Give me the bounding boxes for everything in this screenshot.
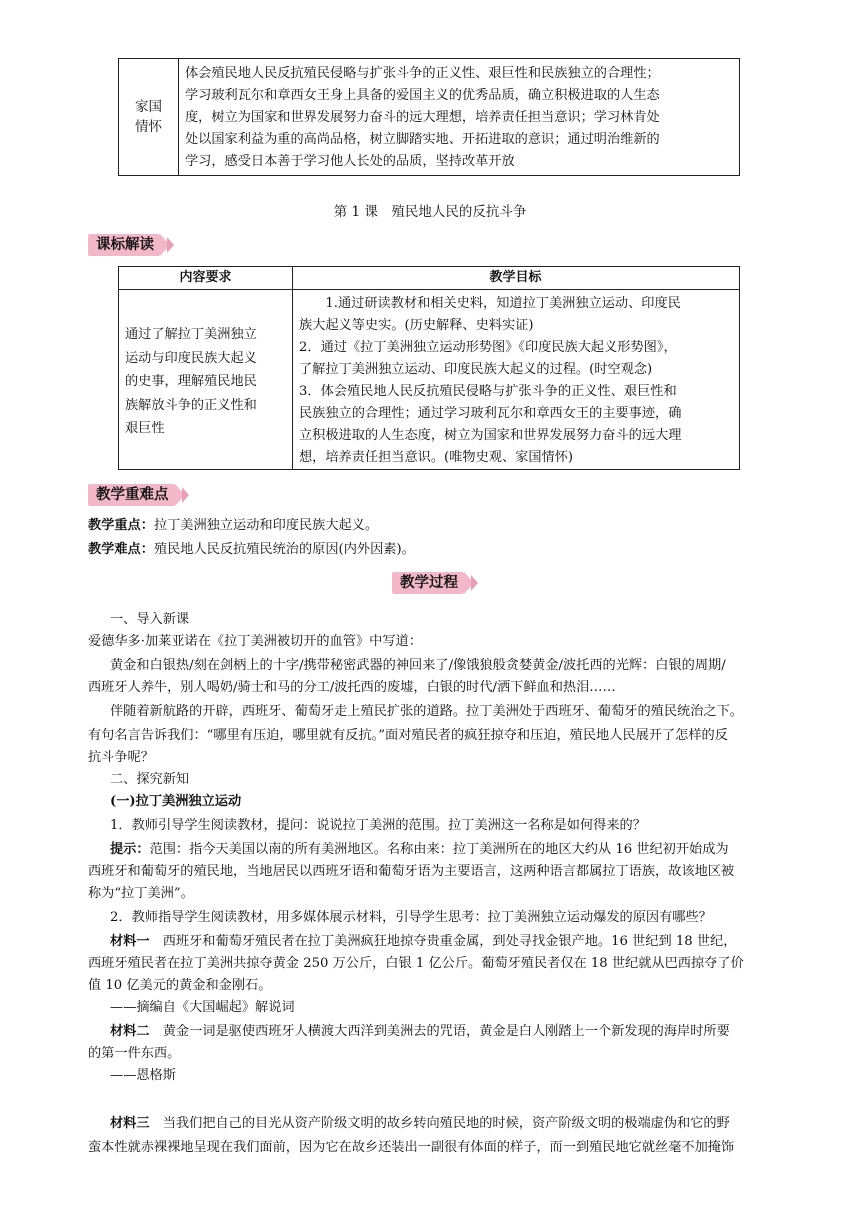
material-one-text: 西班牙和葡萄牙殖民者在拉丁美洲疯狂地掠夺贵重金属，到处寻找金银产地。16 世纪到 18 世纪，	[149, 934, 737, 949]
paragraph-line: 爱德华多·加莱亚诺在《拉丁美洲被切开的血管》中写道：	[88, 634, 422, 649]
goal-line: 民族独立的合理性；通过学习玻利瓦尔和章西女王的主要事迹，确	[299, 406, 682, 421]
section-heading: 一、导入新课	[110, 612, 190, 627]
teaching-focus	[88, 516, 378, 535]
requirement-line: 艰巨性	[125, 421, 165, 436]
requirement-line: 通过了解拉丁美洲独立	[125, 327, 257, 342]
literacy-content-line: 处以国家利益为重的高尚品格，树立脚踏实地、开拓进取的意识；通过明治维新的	[185, 132, 660, 147]
process-banner	[392, 572, 478, 594]
material-one-label: 材料一	[110, 934, 150, 949]
teaching-difficulty-text: 殖民地人民反抗殖民统治的原因(内外因素)。	[153, 542, 415, 557]
paragraph-line: 有句名言告诉我们：“哪里有压迫，哪里就有反抗。”面对殖民者的疯狂掠夺和压迫，殖民地人民展开了怎样的反	[88, 728, 728, 743]
paragraph-line: 值 10 亿美元的黄金和金刚石。	[88, 978, 272, 993]
material-two-line	[110, 1022, 730, 1041]
literacy-content-line: 学习，感受日本善于学习他人长处的品质，坚持改革开放	[185, 154, 515, 169]
goal-line: 3．体会殖民地人民反抗殖民侵略与扩张斗争的正义性、艰巨性和	[299, 384, 677, 399]
goal-line: 了解拉丁美洲独立运动、印度民族大起义的过程。(时空观念)	[299, 362, 653, 377]
subsection-heading: (一)拉丁美洲独立运动	[110, 794, 242, 809]
requirement-line: 运动与印度民族大起义	[125, 350, 257, 366]
literacy-content-cell	[179, 63, 733, 173]
material-two-label: 材料二	[110, 1024, 150, 1039]
material-one-line	[110, 932, 736, 951]
paragraph-line: 的第一件东西。	[88, 1046, 181, 1061]
banner-arrow-icon	[471, 575, 478, 591]
hint-label: 提示：	[110, 842, 150, 857]
teaching-difficulty-label: 教学难点：	[88, 542, 154, 557]
curriculum-banner	[88, 234, 174, 256]
material-three-label: 材料三	[110, 1116, 150, 1131]
process-banner-label: 教学过程	[392, 572, 464, 594]
hint-line	[110, 840, 729, 859]
material-two-text: 黄金一词是驱使西班牙人横渡大西洋到美洲去的咒语，黄金是白人刚踏上一个新发现的海岸时所要	[149, 1024, 730, 1039]
literacy-content-line: 学习玻利瓦尔和章西女王身上具备的爱国主义的优秀品质，确立积极进取的人生态	[185, 88, 660, 103]
poem-line: 西班牙人养牛，别人喝奶/骑士和马的分工/波托西的废墟，白银的时代/洒下鲜血和热泪……	[88, 680, 616, 695]
literacy-label-line: 家国	[135, 99, 162, 115]
literacy-label-line: 情怀	[135, 119, 162, 135]
lesson-title: 第 1 课 殖民地人民的反抗斗争	[333, 204, 527, 220]
goal-line: 1.通过研读教材和相关史料，知道拉丁美洲独立运动、印度民	[299, 296, 681, 311]
material-source: ——恩格斯	[110, 1068, 176, 1083]
goal-line: 想，培养责任担当意识。(唯物史观、家国情怀)	[299, 450, 574, 465]
hint-text: 范围：指今天美国以南的所有美洲地区。名称由来：拉丁美洲所在的地区大约从 16 世纪初开始成为	[149, 842, 729, 857]
table-divider	[292, 267, 293, 469]
teaching-focus-text: 拉丁美洲独立运动和印度民族大起义。	[153, 518, 379, 533]
material-source: ——摘编自《大国崛起》解说词	[110, 1000, 295, 1015]
paragraph-line: 1．教师引导学生阅读教材，提问：说说拉丁美洲的范围。拉丁美洲这一名称是如何得来的？	[110, 818, 646, 833]
banner-arrow-icon	[182, 487, 189, 503]
literacy-label-cell	[119, 59, 179, 175]
requirement-line: 的史事，理解殖民地民	[125, 374, 257, 389]
section-heading: 二、探究新知	[110, 772, 190, 787]
paragraph-line: 西班牙和葡萄牙的殖民地，当地居民以西班牙语和葡萄牙语为主要语言，这两种语言都属拉丁语族，故该地区被	[88, 864, 735, 879]
requirements-cell	[125, 323, 287, 441]
paragraph-line: 西班牙殖民者在拉丁美洲共掠夺黄金 250 万公斤，白银 1 亿公斤。葡萄牙殖民者仅在 18 世纪就从巴西掠夺了价	[88, 956, 744, 971]
paragraph-line: 蛮本性就赤裸裸地呈现在我们面前，因为它在故乡还装出一副很有体面的样子，而一到殖民地它就丝毫不加掩饰	[88, 1140, 735, 1155]
teaching-difficulty	[88, 540, 415, 559]
key-points-banner	[88, 484, 189, 506]
goals-cell	[299, 293, 733, 469]
banner-arrow-icon	[167, 237, 174, 253]
teaching-focus-label: 教学重点：	[88, 518, 154, 533]
paragraph-line: 称为“拉丁美洲”。	[88, 886, 194, 901]
material-three-text: 当我们把自己的目光从资产阶级文明的故乡转向殖民地的时候，资产阶级文明的极端虚伪和它的野	[149, 1116, 730, 1131]
goal-line: 2．通过《拉丁美洲独立运动形势图》《印度民族大起义形势图》，	[299, 340, 677, 355]
paragraph-line: 抗斗争呢？	[88, 750, 154, 765]
literacy-table	[118, 58, 740, 176]
goal-line: 立积极进取的人生态度，树立为国家和世界发展努力奋斗的远大理	[299, 428, 682, 443]
col-header-goals: 教学目标	[489, 270, 542, 285]
requirement-line: 族解放斗争的正义性和	[125, 397, 257, 413]
goal-line: 族大起义等史实。(历史解释、史料实证)	[299, 318, 534, 333]
curriculum-banner-label: 课标解读	[88, 234, 160, 256]
literacy-content-line: 体会殖民地人民反抗殖民侵略与扩张斗争的正义性、艰巨性和民族独立的合理性；	[185, 66, 660, 81]
paragraph-line: 伴随着新航路的开辟，西班牙、葡萄牙走上殖民扩张的道路。拉丁美洲处于西班牙、葡萄牙的殖民统治之下。	[110, 704, 743, 719]
key-points-banner-label: 教学重难点	[88, 484, 175, 506]
literacy-content-line: 度，树立为国家和世界发展努力奋斗的远大理想，培养责任担当意识；学习林肯处	[185, 110, 660, 125]
col-header-requirements: 内容要求	[179, 270, 232, 285]
poem-line: 黄金和白银热/刻在剑柄上的十字/携带秘密武器的神回来了/像饿狼般贪婪黄金/波托西的光辉：白银的周期/	[110, 658, 726, 673]
objectives-table	[118, 266, 740, 470]
material-three-line	[110, 1114, 730, 1133]
paragraph-line: 2．教师指导学生阅读教材，用多媒体展示材料，引导学生思考：拉丁美洲独立运动爆发的原因有哪些？	[110, 910, 712, 925]
table-divider	[119, 289, 739, 290]
